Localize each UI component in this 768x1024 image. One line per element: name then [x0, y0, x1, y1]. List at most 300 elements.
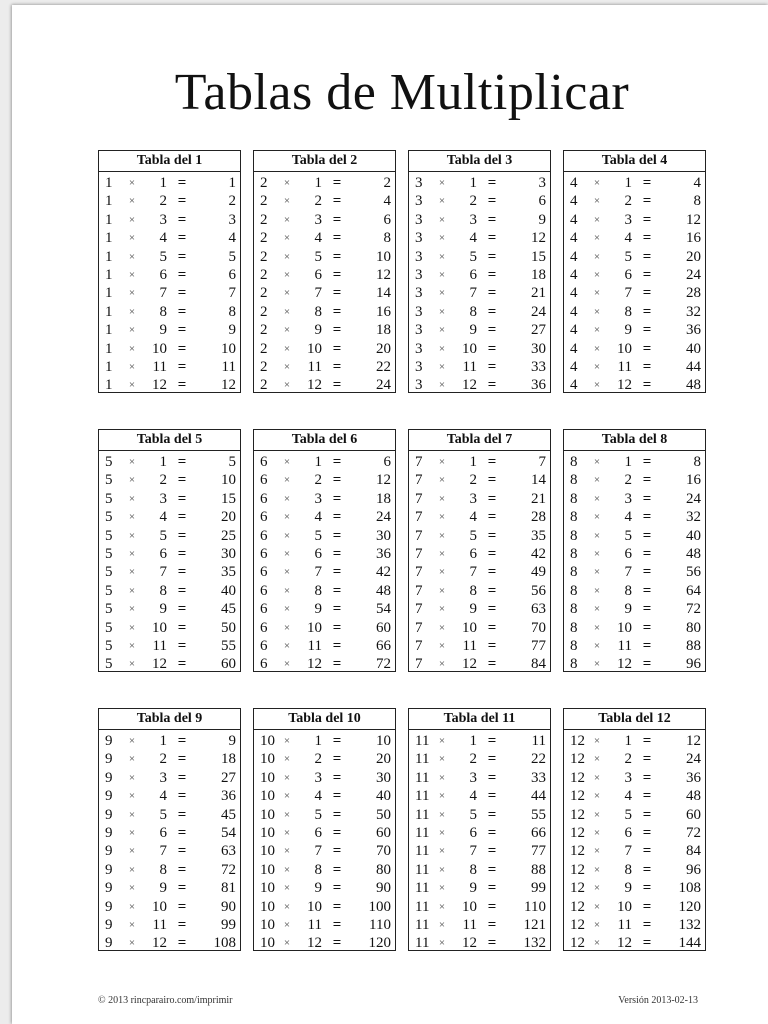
product: 42 — [531, 545, 546, 562]
table-row — [99, 321, 240, 339]
multiplier: 6 — [314, 824, 322, 841]
product: 90 — [221, 898, 236, 915]
equals-sign: = — [177, 377, 187, 394]
table-row — [564, 769, 705, 787]
multiplicand: 9 — [105, 861, 113, 878]
product: 15 — [221, 490, 236, 507]
product: 132 — [678, 916, 701, 933]
product: 120 — [368, 935, 391, 952]
table-row — [254, 376, 395, 394]
table-row — [99, 508, 240, 526]
equals-sign: = — [177, 211, 187, 228]
multiplicand: 5 — [105, 509, 113, 526]
multiplier: 8 — [624, 303, 632, 320]
multiplier: 6 — [159, 824, 167, 841]
table-row — [564, 248, 705, 266]
product: 66 — [531, 824, 546, 841]
times-sign: × — [438, 584, 446, 597]
times-sign: × — [593, 658, 601, 671]
times-sign: × — [283, 790, 291, 803]
equals-sign: = — [177, 824, 187, 841]
equals-sign: = — [642, 266, 652, 283]
equals-sign: = — [177, 285, 187, 302]
multiplication-table — [253, 150, 396, 393]
equals-sign: = — [177, 358, 187, 375]
multiplier: 10 — [617, 340, 632, 357]
table-row — [254, 545, 395, 563]
table-row — [254, 321, 395, 339]
equals-sign: = — [177, 751, 187, 768]
product: 16 — [686, 472, 701, 489]
multiplicand: 5 — [105, 527, 113, 544]
times-sign: × — [438, 511, 446, 524]
equals-sign: = — [487, 806, 497, 823]
equals-sign: = — [487, 769, 497, 786]
equals-sign: = — [332, 454, 342, 470]
multiplier: 2 — [314, 751, 322, 768]
equals-sign: = — [487, 898, 497, 915]
product: 32 — [686, 303, 701, 320]
product: 36 — [376, 545, 391, 562]
product: 36 — [686, 322, 701, 339]
table-row — [409, 582, 550, 600]
equals-sign: = — [642, 898, 652, 915]
table-row — [409, 303, 550, 321]
table-heading: Tabla del 12 — [564, 709, 705, 730]
multiplier: 3 — [159, 490, 167, 507]
multiplier: 4 — [624, 788, 632, 805]
multiplicand: 9 — [105, 806, 113, 823]
table-heading: Tabla del 4 — [564, 151, 705, 172]
multiplicand: 10 — [260, 861, 275, 878]
multiplier: 12 — [152, 377, 167, 394]
product: 35 — [221, 564, 236, 581]
equals-sign: = — [642, 843, 652, 860]
multiplicand: 1 — [105, 248, 113, 265]
equals-sign: = — [487, 377, 497, 394]
product: 33 — [531, 358, 546, 375]
equals-sign: = — [332, 935, 342, 952]
equals-sign: = — [332, 880, 342, 897]
times-sign: × — [128, 826, 136, 839]
multiplicand: 7 — [415, 656, 423, 673]
equals-sign: = — [177, 248, 187, 265]
times-sign: × — [438, 845, 446, 858]
multiplicand: 12 — [570, 788, 585, 805]
equals-sign: = — [177, 303, 187, 320]
product: 12 — [686, 211, 701, 228]
table-row — [564, 563, 705, 581]
equals-sign: = — [332, 248, 342, 265]
multiplier: 3 — [469, 490, 477, 507]
times-sign: × — [593, 771, 601, 784]
product: 11 — [221, 358, 236, 375]
equals-sign: = — [642, 285, 652, 302]
table-row — [409, 842, 550, 860]
product: 10 — [376, 248, 391, 265]
times-sign: × — [593, 177, 601, 189]
table-row — [564, 340, 705, 358]
equals-sign: = — [332, 358, 342, 375]
equals-sign: = — [487, 175, 497, 191]
times-sign: × — [283, 324, 291, 337]
table-row — [254, 898, 395, 916]
table-row — [99, 490, 240, 508]
equals-sign: = — [487, 211, 497, 228]
product: 9 — [538, 211, 546, 228]
table-row — [409, 192, 550, 210]
equals-sign: = — [332, 340, 342, 357]
product: 60 — [686, 806, 701, 823]
multiplier: 3 — [624, 490, 632, 507]
product: 1 — [228, 175, 236, 191]
product: 54 — [221, 824, 236, 841]
equals-sign: = — [177, 193, 187, 210]
product: 77 — [531, 637, 546, 654]
product: 3 — [538, 175, 546, 191]
multiplicand: 1 — [105, 211, 113, 228]
table-row — [409, 898, 550, 916]
product: 24 — [686, 751, 701, 768]
times-sign: × — [593, 845, 601, 858]
table-row — [409, 545, 550, 563]
equals-sign: = — [177, 340, 187, 357]
multiplier: 3 — [624, 769, 632, 786]
multiplicand: 9 — [105, 898, 113, 915]
product: 100 — [368, 898, 391, 915]
equals-sign: = — [332, 843, 342, 860]
table-rows — [564, 172, 705, 395]
product: 55 — [531, 806, 546, 823]
table-row — [254, 619, 395, 637]
multiplier: 7 — [624, 285, 632, 302]
equals-sign: = — [332, 472, 342, 489]
product: 6 — [538, 193, 546, 210]
table-row — [564, 471, 705, 489]
times-sign: × — [128, 882, 136, 895]
multiplicand: 1 — [105, 358, 113, 375]
equals-sign: = — [332, 322, 342, 339]
multiplicand: 9 — [105, 733, 113, 749]
table-row — [564, 787, 705, 805]
multiplicand: 10 — [260, 769, 275, 786]
table-row — [99, 898, 240, 916]
table-row — [99, 358, 240, 376]
table-row — [254, 732, 395, 750]
table-row — [254, 453, 395, 471]
multiplier: 9 — [159, 322, 167, 339]
multiplicand: 1 — [105, 340, 113, 357]
times-sign: × — [128, 213, 136, 226]
table-row — [564, 619, 705, 637]
multiplier: 4 — [314, 509, 322, 526]
multiplier: 7 — [469, 843, 477, 860]
equals-sign: = — [487, 266, 497, 283]
multiplicand: 7 — [415, 637, 423, 654]
table-row — [564, 806, 705, 824]
multiplicand: 6 — [260, 490, 268, 507]
times-sign: × — [593, 379, 601, 392]
product: 24 — [686, 490, 701, 507]
multiplier: 5 — [314, 806, 322, 823]
multiplicand: 6 — [260, 582, 268, 599]
table-row — [409, 321, 550, 339]
product: 70 — [531, 619, 546, 636]
multiplier: 10 — [307, 898, 322, 915]
multiplier: 9 — [314, 322, 322, 339]
table-row — [564, 211, 705, 229]
table-row — [99, 453, 240, 471]
product: 54 — [376, 601, 391, 618]
product: 40 — [376, 788, 391, 805]
multiplier: 1 — [314, 454, 322, 470]
multiplicand: 3 — [415, 230, 423, 247]
times-sign: × — [283, 621, 291, 634]
multiplicand: 1 — [105, 303, 113, 320]
product: 28 — [531, 509, 546, 526]
multiplier: 1 — [469, 454, 477, 470]
multiplier: 12 — [462, 656, 477, 673]
multiplier: 12 — [617, 656, 632, 673]
times-sign: × — [283, 771, 291, 784]
equals-sign: = — [642, 230, 652, 247]
multiplication-table — [563, 150, 706, 393]
equals-sign: = — [332, 582, 342, 599]
multiplicand: 9 — [105, 824, 113, 841]
multiplicand: 4 — [570, 193, 578, 210]
table-rows — [99, 730, 240, 953]
equals-sign: = — [487, 582, 497, 599]
product: 24 — [531, 303, 546, 320]
table-row — [409, 824, 550, 842]
times-sign: × — [128, 547, 136, 560]
multiplier: 11 — [152, 637, 167, 654]
multiplicand: 8 — [570, 545, 578, 562]
product: 56 — [686, 564, 701, 581]
product: 12 — [686, 733, 701, 749]
equals-sign: = — [642, 322, 652, 339]
equals-sign: = — [177, 472, 187, 489]
product: 84 — [686, 843, 701, 860]
times-sign: × — [128, 287, 136, 300]
times-sign: × — [283, 584, 291, 597]
equals-sign: = — [332, 193, 342, 210]
table-row — [254, 842, 395, 860]
multiplication-table — [98, 150, 241, 393]
times-sign: × — [283, 547, 291, 560]
multiplier: 12 — [617, 935, 632, 952]
product: 5 — [228, 248, 236, 265]
product: 110 — [524, 898, 546, 915]
product: 9 — [228, 322, 236, 339]
multiplier: 11 — [152, 916, 167, 933]
multiplicand: 2 — [260, 211, 268, 228]
multiplicand: 12 — [570, 880, 585, 897]
equals-sign: = — [487, 916, 497, 933]
multiplication-table — [408, 150, 551, 393]
multiplier: 12 — [152, 935, 167, 952]
times-sign: × — [593, 360, 601, 373]
times-sign: × — [283, 250, 291, 263]
table-row — [99, 582, 240, 600]
table-row — [409, 471, 550, 489]
multiplier: 7 — [159, 843, 167, 860]
times-sign: × — [438, 342, 446, 355]
equals-sign: = — [177, 266, 187, 283]
product: 36 — [221, 788, 236, 805]
equals-sign: = — [177, 454, 187, 470]
times-sign: × — [593, 305, 601, 318]
multiplier: 2 — [469, 472, 477, 489]
multiplier: 2 — [624, 751, 632, 768]
multiplicand: 6 — [260, 656, 268, 673]
times-sign: × — [438, 324, 446, 337]
multiplier: 6 — [159, 545, 167, 562]
table-row — [409, 376, 550, 394]
times-sign: × — [593, 511, 601, 524]
table-row — [99, 769, 240, 787]
equals-sign: = — [177, 545, 187, 562]
product: 110 — [369, 916, 391, 933]
table-row — [99, 824, 240, 842]
product: 72 — [686, 601, 701, 618]
times-sign: × — [438, 213, 446, 226]
equals-sign: = — [332, 285, 342, 302]
equals-sign: = — [642, 303, 652, 320]
times-sign: × — [128, 621, 136, 634]
times-sign: × — [283, 918, 291, 931]
product: 16 — [376, 303, 391, 320]
times-sign: × — [593, 213, 601, 226]
equals-sign: = — [177, 861, 187, 878]
multiplicand: 10 — [260, 916, 275, 933]
product: 16 — [686, 230, 701, 247]
times-sign: × — [593, 195, 601, 208]
multiplier: 10 — [617, 898, 632, 915]
multiplication-table — [98, 708, 241, 951]
equals-sign: = — [642, 637, 652, 654]
equals-sign: = — [332, 303, 342, 320]
product: 14 — [531, 472, 546, 489]
equals-sign: = — [642, 733, 652, 749]
table-row — [564, 376, 705, 394]
multiplier: 7 — [624, 564, 632, 581]
times-sign: × — [283, 474, 291, 487]
multiplicand: 4 — [570, 266, 578, 283]
times-sign: × — [283, 658, 291, 671]
product: 4 — [383, 193, 391, 210]
table-rows — [409, 451, 550, 674]
multiplicand: 2 — [260, 340, 268, 357]
multiplier: 7 — [469, 285, 477, 302]
multiplier: 2 — [314, 472, 322, 489]
times-sign: × — [283, 232, 291, 245]
table-row — [409, 490, 550, 508]
multiplication-table — [563, 429, 706, 672]
product: 27 — [221, 769, 236, 786]
times-sign: × — [128, 900, 136, 913]
table-row — [564, 527, 705, 545]
times-sign: × — [283, 882, 291, 895]
multiplicand: 7 — [415, 490, 423, 507]
multiplicand: 3 — [415, 340, 423, 357]
multiplicand: 12 — [570, 751, 585, 768]
multiplier: 4 — [469, 230, 477, 247]
multiplier: 6 — [159, 266, 167, 283]
equals-sign: = — [332, 490, 342, 507]
product: 21 — [531, 285, 546, 302]
product: 132 — [523, 935, 546, 952]
times-sign: × — [438, 790, 446, 803]
times-sign: × — [438, 305, 446, 318]
equals-sign: = — [487, 824, 497, 841]
table-row — [564, 861, 705, 879]
times-sign: × — [593, 900, 601, 913]
table-row — [564, 174, 705, 192]
table-rows — [564, 730, 705, 953]
multiplicand: 3 — [415, 322, 423, 339]
multiplicand: 12 — [570, 824, 585, 841]
times-sign: × — [283, 808, 291, 821]
multiplier: 8 — [314, 582, 322, 599]
multiplicand: 10 — [260, 733, 275, 749]
times-sign: × — [128, 790, 136, 803]
multiplier: 9 — [624, 601, 632, 618]
product: 108 — [678, 880, 701, 897]
times-sign: × — [593, 603, 601, 616]
times-sign: × — [128, 584, 136, 597]
equals-sign: = — [177, 935, 187, 952]
equals-sign: = — [332, 769, 342, 786]
product: 49 — [531, 564, 546, 581]
product: 108 — [213, 935, 236, 952]
table-heading: Tabla del 2 — [254, 151, 395, 172]
times-sign: × — [128, 232, 136, 245]
table-row — [564, 582, 705, 600]
table-row — [254, 340, 395, 358]
multiplier: 11 — [617, 916, 632, 933]
product: 12 — [221, 377, 236, 394]
multiplicand: 11 — [415, 769, 430, 786]
product: 18 — [531, 266, 546, 283]
table-row — [99, 916, 240, 934]
product: 4 — [228, 230, 236, 247]
times-sign: × — [438, 753, 446, 766]
table-rows — [409, 172, 550, 395]
times-sign: × — [283, 753, 291, 766]
multiplier: 2 — [624, 193, 632, 210]
multiplicand: 5 — [105, 656, 113, 673]
product: 7 — [538, 454, 546, 470]
times-sign: × — [283, 305, 291, 318]
table-row — [409, 266, 550, 284]
equals-sign: = — [332, 527, 342, 544]
times-sign: × — [593, 566, 601, 579]
multiplier: 9 — [624, 322, 632, 339]
product: 90 — [376, 880, 391, 897]
equals-sign: = — [642, 656, 652, 673]
multiplicand: 8 — [570, 472, 578, 489]
multiplicand: 5 — [105, 545, 113, 562]
equals-sign: = — [642, 490, 652, 507]
times-sign: × — [438, 232, 446, 245]
multiplier: 5 — [469, 806, 477, 823]
multiplicand: 8 — [570, 490, 578, 507]
equals-sign: = — [642, 545, 652, 562]
multiplicand: 1 — [105, 193, 113, 210]
times-sign: × — [283, 360, 291, 373]
table-row — [409, 619, 550, 637]
